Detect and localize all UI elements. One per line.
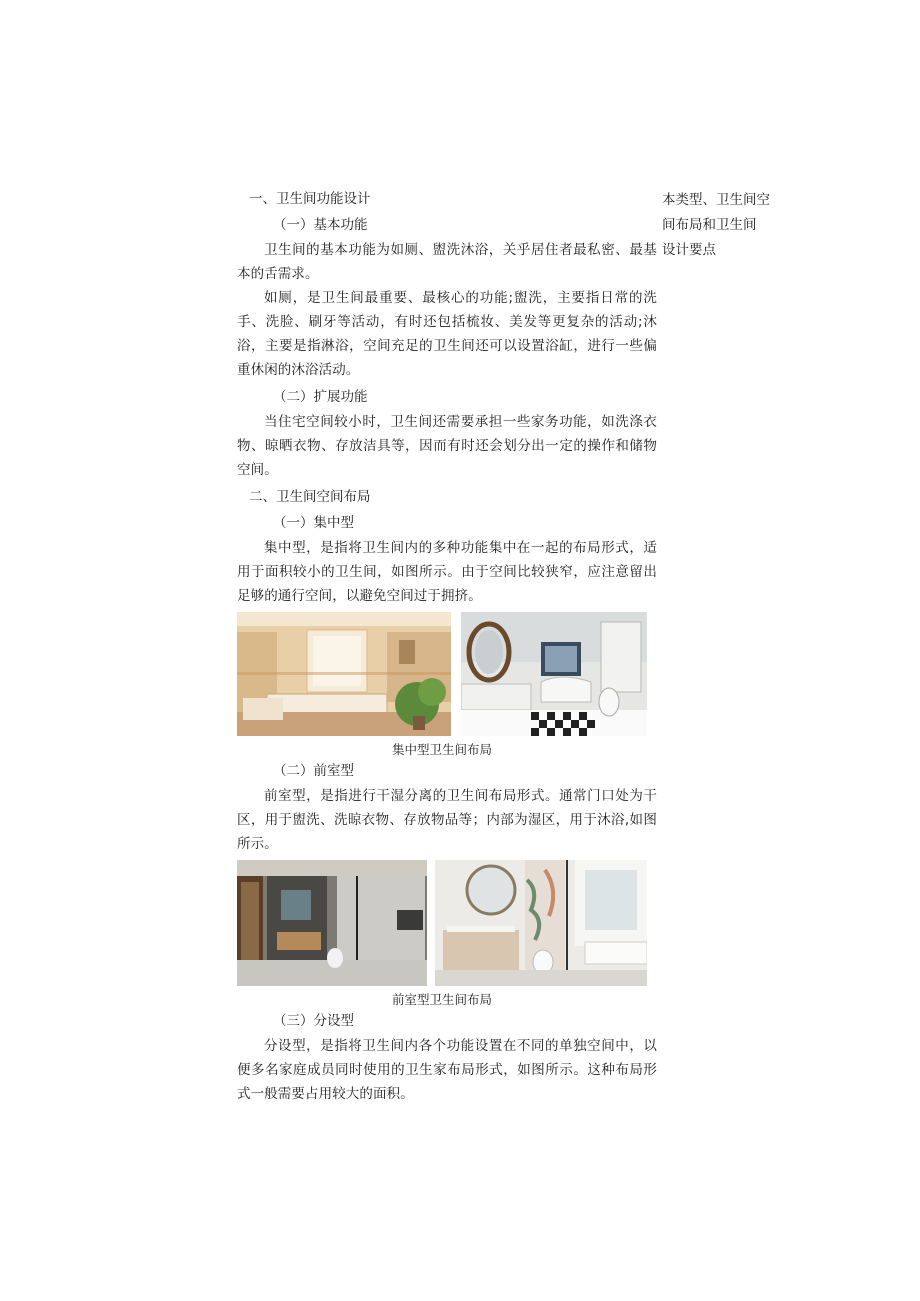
paragraph: 当住宅空间较小时，卫生间还需要承担一些家务功能，如洗涤衣物、晾晒衣物、存放洁具等，因而有时还会划分出一定的操作和储物空间。	[237, 414, 657, 478]
paragraph: 前室型，是指进行干湿分离的卫生间布局形式。通常门口处为干区，用于盥洗、洗晾衣物、存放物品等；内部为湿区，用于沐浴,如图所示。	[237, 788, 657, 852]
margin-note	[662, 188, 774, 263]
bathroom-photo-bright	[435, 860, 647, 986]
section-2-2-heading: （二）前室型	[273, 763, 354, 779]
main-content	[237, 188, 657, 1106]
figure-caption: 集中型卫生间布局	[391, 742, 492, 757]
paragraph: 如厕，是卫生间最重要、最核心的功能;盥洗，主要指日常的洗手、洗脸、刷牙等活动，有时还包括梳妆、美发等更复杂的活动;沐浴，主要是指淋浴，空间充足的卫生间还可以设置浴缸，进行一些偏重休闲的沐浴活动。	[237, 290, 657, 378]
paragraph: 分设型，是指将卫生间内各个功能设置在不同的单独空间中，以便多名家庭成员同时使用的卫生家布局形式，如图所示。这种布局形式一般需要占用较大的面积。	[237, 1038, 657, 1102]
figure-caption: 前室型卫生间布局	[391, 992, 492, 1007]
figure-concentrated-layout	[237, 612, 647, 736]
section-2-1-heading: （一）集中型	[273, 515, 354, 531]
section-2-3-heading: （三）分设型	[273, 1013, 354, 1029]
paragraph: 卫生间的基本功能为如厕、盥洗沐浴，关乎居住者最私密、最基本的舌需求。	[237, 242, 657, 282]
margin-note-text: 本类型、卫生间空间布局和卫生间 设计要点	[662, 192, 770, 258]
bathroom-photo-warm	[237, 612, 451, 736]
section-1-1-heading: （一）基本功能	[273, 217, 368, 233]
section-1-heading: 一、卫生间功能设计	[249, 191, 371, 207]
section-2-heading: 二、卫生间空间布局	[249, 489, 371, 505]
bathroom-photo-dark	[237, 860, 427, 986]
figure-front-room-layout	[237, 860, 647, 986]
bathroom-photo-gray	[461, 612, 647, 736]
paragraph: 集中型，是指将卫生间内的多种功能集中在一起的布局形式，适用于面积较小的卫生间，如图所示。由于空间比较狭窄，应注意留出足够的通行空间，以避免空间过于拥挤。	[237, 540, 657, 604]
section-1-2-heading: （二）扩展功能	[273, 389, 368, 405]
